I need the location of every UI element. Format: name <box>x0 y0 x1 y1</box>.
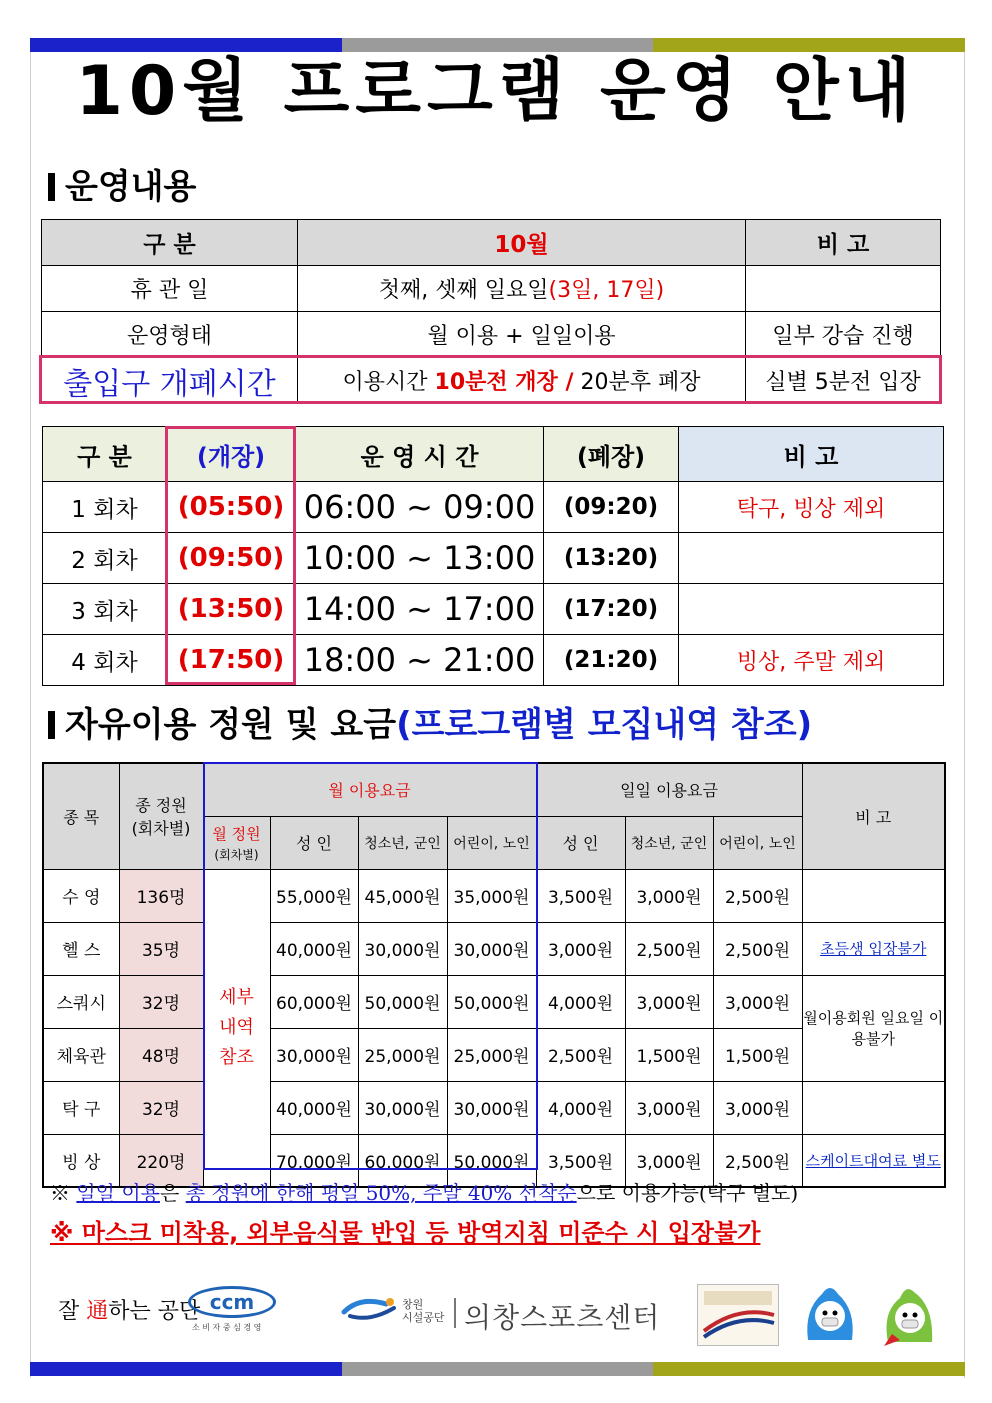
operation-table <box>41 219 941 404</box>
open-time: (17:50) <box>167 635 296 686</box>
header-child: 어린이, 노인 <box>447 816 536 869</box>
notice-part: 은 <box>160 1181 186 1205</box>
logo-separator <box>454 1298 456 1328</box>
row-label: 휴 관 일 <box>42 266 298 312</box>
fee-cell: 50,000원 <box>447 975 536 1028</box>
header-cell: 구 분 <box>43 427 167 482</box>
mascot-characters <box>800 1280 950 1350</box>
sports-center-logo <box>340 1288 660 1338</box>
operating-time: 06:00 ~ 09:00 <box>296 482 544 533</box>
fee-cell: 3,500원 <box>536 1134 625 1187</box>
fee-cell: 55,000원 <box>270 869 358 922</box>
capacity-sub: (회차별) <box>131 819 191 839</box>
ccm-logo-sub: 소 비 자 중 심 경 영 <box>192 1323 262 1332</box>
session-label: 1 회차 <box>43 482 167 533</box>
fee-cell: 30,000원 <box>447 1081 536 1134</box>
fee-cell: 60,000원 <box>270 975 358 1028</box>
sunday-note: 월이용회원 일요일 이용불가 <box>802 975 945 1081</box>
close-time: (09:20) <box>544 482 679 533</box>
fee-cell: 3,000원 <box>713 1081 802 1134</box>
daily-use-notice <box>50 1180 798 1206</box>
operating-time: 14:00 ~ 17:00 <box>296 584 544 635</box>
fee-cell: 70,000원 <box>270 1134 358 1187</box>
corporation-name-line: 창원 <box>402 1298 424 1311</box>
table-row <box>43 533 944 584</box>
certification-badge-icon <box>697 1284 779 1346</box>
fee-cell: 3,000원 <box>625 1081 713 1134</box>
capacity: 35명 <box>119 922 203 975</box>
ccm-logo <box>188 1286 278 1338</box>
fee-cell: 30,000원 <box>447 922 536 975</box>
item-name: 스쿼시 <box>43 975 119 1028</box>
section-heading-blue: (프로그램별 모집내역 참조) <box>396 705 813 745</box>
fee-cell: 25,000원 <box>447 1028 536 1081</box>
row-value: 월 이용 + 일일이용 <box>298 312 746 358</box>
fee-cell: 3,000원 <box>536 922 625 975</box>
table-row <box>43 584 944 635</box>
fee-cell: 50,000원 <box>447 1134 536 1187</box>
header-child: 어린이, 노인 <box>713 816 802 869</box>
operating-time: 10:00 ~ 13:00 <box>296 533 544 584</box>
fee-cell: 40,000원 <box>270 922 358 975</box>
item-name: 탁 구 <box>43 1081 119 1134</box>
page-title: 10월 프로그램 운영 안내 <box>75 52 917 131</box>
footer <box>0 1280 992 1350</box>
slogan-part: 通 <box>86 1299 109 1324</box>
table-row <box>43 1081 945 1134</box>
fee-cell: 35,000원 <box>447 869 536 922</box>
gate-text-c: 20분후 폐장 <box>573 370 701 395</box>
notice-part: 일일 이용 <box>76 1181 160 1205</box>
closed-days-dates: (3일, 17일) <box>548 278 665 303</box>
fee-cell: 3,000원 <box>625 869 713 922</box>
row-label: 운영형태 <box>42 312 298 358</box>
session-table <box>42 426 944 686</box>
section-heading-fees <box>48 703 812 747</box>
header-cell: 비 고 <box>746 220 941 266</box>
session-note: 빙상, 주말 제외 <box>679 635 944 686</box>
header-cell-open: (개장) <box>167 427 296 482</box>
closed-days-text: 첫째, 셋째 일요일 <box>378 278 549 303</box>
row-note <box>802 869 945 922</box>
session-label: 3 회차 <box>43 584 167 635</box>
header-youth: 청소년, 군인 <box>625 816 713 869</box>
session-note <box>679 584 944 635</box>
top-color-stripe <box>30 38 965 52</box>
close-time: (13:20) <box>544 533 679 584</box>
session-label: 4 회차 <box>43 635 167 686</box>
header-monthly-capacity <box>203 816 270 869</box>
item-name: 빙 상 <box>43 1134 119 1187</box>
row-note: 실별 5분전 입장 <box>746 358 941 404</box>
mask-notice: ※ 마스크 미착용, 외부음식물 반입 등 방역지침 미준수 시 입장불가 <box>50 1219 761 1247</box>
open-time: (05:50) <box>167 482 296 533</box>
fee-cell: 30,000원 <box>270 1028 358 1081</box>
header-cell: 운 영 시 간 <box>296 427 544 482</box>
header-youth: 청소년, 군인 <box>358 816 447 869</box>
fee-cell: 50,000원 <box>358 975 447 1028</box>
section-bar-icon <box>48 711 55 739</box>
table-row <box>43 869 945 922</box>
capacity: 136명 <box>119 869 203 922</box>
header-cell: 구 분 <box>42 220 298 266</box>
notice-part: 에 한해 평일 50%, 주말 40% 선착순 <box>250 1181 577 1205</box>
slogan-part: 하는 공단 <box>108 1299 201 1324</box>
capacity: 32명 <box>119 975 203 1028</box>
detail-note <box>203 869 270 1187</box>
fee-cell: 2,500원 <box>713 869 802 922</box>
header-cell-month: 10월 <box>298 220 746 266</box>
fee-cell: 40,000원 <box>270 1081 358 1134</box>
row-note <box>746 266 941 312</box>
header-capacity <box>119 763 203 869</box>
header-daily: 일일 이용요금 <box>536 763 802 816</box>
health-note-link[interactable]: 초등생 입장불가 <box>820 940 927 958</box>
header-adult: 성 인 <box>270 816 358 869</box>
operating-time: 18:00 ~ 21:00 <box>296 635 544 686</box>
table-row <box>43 922 945 975</box>
table-row <box>42 312 941 358</box>
section-heading-text: 운영내용 <box>65 167 197 207</box>
session-note <box>679 533 944 584</box>
capacity: 220명 <box>119 1134 203 1187</box>
fee-cell: 30,000원 <box>358 1081 447 1134</box>
header-note: 비 고 <box>802 763 945 869</box>
close-time: (21:20) <box>544 635 679 686</box>
row-note <box>802 1081 945 1134</box>
monthly-cap-label: 월 정원 <box>212 824 261 843</box>
fee-cell: 1,500원 <box>713 1028 802 1081</box>
sports-center-name: 의창스포츠센터 <box>464 1301 661 1334</box>
close-time: (17:20) <box>544 584 679 635</box>
header-cell: (폐장) <box>544 427 679 482</box>
table-row <box>43 635 944 686</box>
fee-cell: 45,000원 <box>358 869 447 922</box>
table-header-row <box>43 427 944 482</box>
fee-cell: 3,000원 <box>625 1134 713 1187</box>
table-row <box>43 975 945 1028</box>
corporation-name-line: 시설공단 <box>402 1311 445 1324</box>
capacity: 32명 <box>119 1081 203 1134</box>
ccm-logo-mark: ccm <box>188 1286 276 1318</box>
notice-part: 총 정원 <box>185 1181 251 1205</box>
item-name: 수 영 <box>43 869 119 922</box>
gate-text-a: 이용시간 <box>342 370 435 395</box>
fee-cell: 3,000원 <box>713 975 802 1028</box>
certification-graphic <box>698 1285 778 1345</box>
detail-note-text: 세부 내역 참조 <box>219 986 254 1068</box>
table-header-row <box>43 763 945 816</box>
health-note <box>802 922 945 975</box>
skate-note <box>802 1134 945 1187</box>
fee-cell: 1,500원 <box>625 1028 713 1081</box>
slogan <box>58 1294 200 1325</box>
header-adult: 성 인 <box>536 816 625 869</box>
header-item: 종 목 <box>43 763 119 869</box>
gate-time-cell <box>298 358 746 404</box>
section-heading-text: 자유이용 정원 및 요금 <box>65 705 397 745</box>
gate-text-b: 10분전 개장 / <box>434 370 574 395</box>
table-row <box>43 482 944 533</box>
bottom-color-stripe <box>30 1362 965 1376</box>
row-label-gate: 출입구 개폐시간 <box>42 358 298 404</box>
table-row <box>42 358 941 404</box>
fee-cell: 2,500원 <box>536 1028 625 1081</box>
header-monthly: 월 이용요금 <box>203 763 536 816</box>
item-name: 체육관 <box>43 1028 119 1081</box>
closed-days-cell <box>298 266 746 312</box>
section-bar-icon <box>48 173 55 201</box>
table-header-row <box>42 220 941 266</box>
corporation-name <box>402 1298 445 1324</box>
open-time: (09:50) <box>167 533 296 584</box>
fee-cell: 4,000원 <box>536 1081 625 1134</box>
session-label: 2 회차 <box>43 533 167 584</box>
fee-cell: 4,000원 <box>536 975 625 1028</box>
notice-part: 으로 이용가능(탁구 별도) <box>576 1181 799 1205</box>
fee-table <box>42 762 946 1188</box>
fee-cell: 2,500원 <box>625 922 713 975</box>
fee-cell: 2,500원 <box>713 922 802 975</box>
header-cell: 비 고 <box>679 427 944 482</box>
session-note: 탁구, 빙상 제외 <box>679 482 944 533</box>
mascot-icon <box>800 1280 950 1350</box>
fee-cell: 30,000원 <box>358 922 447 975</box>
fee-cell: 2,500원 <box>713 1134 802 1187</box>
notice-mark: ※ <box>50 1181 77 1205</box>
slogan-part: 잘 <box>58 1299 87 1324</box>
fee-cell: 60,000원 <box>358 1134 447 1187</box>
capacity: 48명 <box>119 1028 203 1081</box>
skate-note-link[interactable]: 스케이트대여료 별도 <box>805 1151 941 1170</box>
section-heading-operation <box>48 165 196 209</box>
corporation-swoosh-icon <box>340 1294 400 1324</box>
row-note: 일부 강습 진행 <box>746 312 941 358</box>
fee-cell: 3,500원 <box>536 869 625 922</box>
fee-cell: 3,000원 <box>625 975 713 1028</box>
item-name: 헬 스 <box>43 922 119 975</box>
capacity-label: 종 정원 <box>135 796 187 816</box>
table-row <box>42 266 941 312</box>
monthly-cap-sub: (회차별) <box>214 847 259 862</box>
fee-cell: 25,000원 <box>358 1028 447 1081</box>
open-time: (13:50) <box>167 584 296 635</box>
